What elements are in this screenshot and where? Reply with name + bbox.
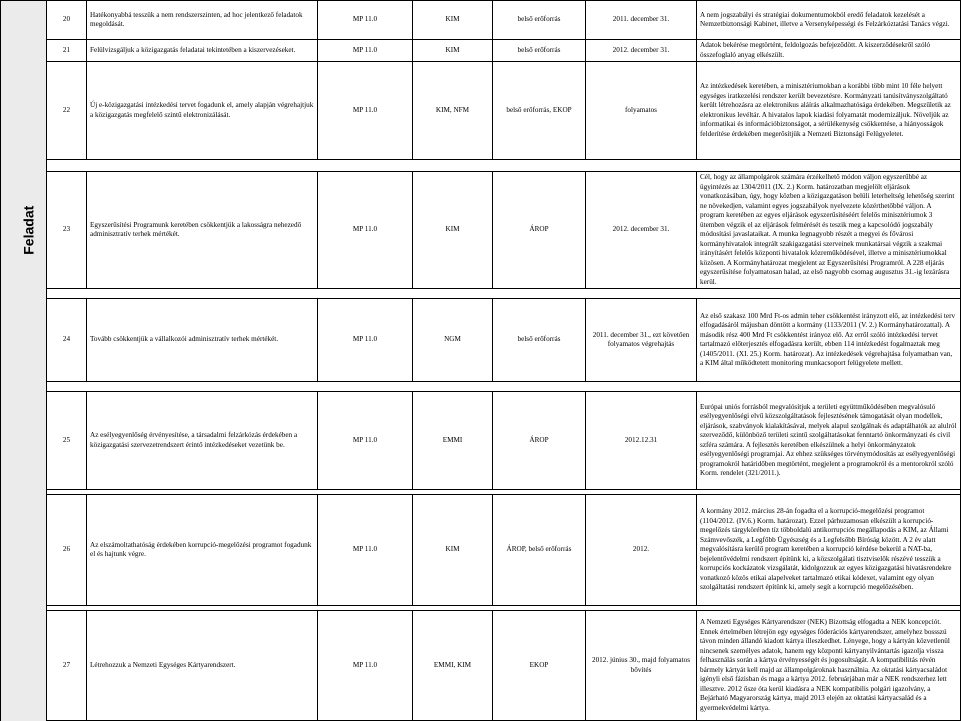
- plan-cell: MP 11.0: [318, 495, 413, 606]
- plan-cell: MP 11.0: [318, 1, 413, 40]
- deadline-cell: 2011. december 31.: [586, 1, 697, 40]
- deadline-cell: 2011. december 31., ezt követően folyamatos végrehajtás: [586, 299, 697, 382]
- plan-cell: MP 11.0: [318, 172, 413, 289]
- deadline-cell: 2012. december 31.: [586, 172, 697, 289]
- table-row: [1, 392, 961, 490]
- deadline-cell: 2012.12.31: [586, 392, 697, 490]
- source-cell: belső erőforrás, EKOP: [493, 62, 586, 160]
- responsible-cell: NGM: [413, 299, 493, 382]
- responsible-cell: KIM: [413, 495, 493, 606]
- task-cell: Hatékonyabbá tesszük a nem rendszerszinten, ad hoc jelentkező feladatok megoldását.: [87, 1, 318, 40]
- result-cell: A nem jogszabályi és stratégiai dokumentumokból eredő feladatok kezelését a Nemzetbiztonsági Kabinet, illetve a Versenyképességi és Felzárkóztatási Tanács végzi.: [697, 1, 961, 40]
- row-number: 22: [47, 62, 87, 160]
- spacer-row: [1, 382, 961, 392]
- row-number: 20: [47, 1, 87, 40]
- responsible-cell: EMMI: [413, 392, 493, 490]
- plan-cell: MP 11.0: [318, 62, 413, 160]
- task-cell: Létrehozzuk a Nemzeti Egységes Kártyarendszert.: [87, 611, 318, 721]
- source-cell: ÁROP: [493, 392, 586, 490]
- table-row: [1, 62, 961, 160]
- plan-cell: MP 11.0: [318, 40, 413, 62]
- plan-cell: MP 11.0: [318, 392, 413, 490]
- source-cell: ÁROP, belső erőforrás: [493, 495, 586, 606]
- task-cell: Az esélyegyenlőség érvényesítése, a társadalmi felzárkózás érdekében a közigazgatási szervezetrendszert érintő intézkedéseket vezetünk be.: [87, 392, 318, 490]
- result-cell: Cél, hogy az állampolgárok számára érzékelhető módon váljon egyszerűbbé az ügyintézés az 1304/2011 (IX. 2.) Korm. határozatban megjelölt eljárások vonatkozásában, úgy, hogy közben a közigazgatáson belüli leterheltség lehetőség szerint ne növekedjen, valamint egyes jogszabályok nyelvezete közérthetőbbé váljon. A program keretében az egyes eljárások egyszerűsítéséért felelős minisztériumok 3 ütemben végzik el az eljárások felmérését és teszik meg a kapcsolódó jogszabály módosítási javaslataikat. A munka legnagyobb részét a megyei és fővárosi kormányhivatalok integrált szakigazgatási szerveinek munkatársai végzik a szakmai irányításért felelős központi hivatalok közreműködésével, illetve a minisztériumokkal közösen. A Kormányhatározat megjelent az Egyszerűsítési Programról. A 228 eljárás egyszerűsítése folyamatosan halad, az első nagyobb csomag augusztus 31.-ig lezárásra kerül.: [697, 172, 961, 289]
- responsible-cell: KIM: [413, 1, 493, 40]
- result-cell: Az első szakasz 100 Mrd Ft-os admin teher csökkentést irányzott elő, az intézkedési terv elfogadásáról májusban döntött a kormány (1133/2011 (V. 2.) Kormányhatározattal). A második rész 400 Mrd Ft csökkentést irányoz elő. Az erről szóló intézkedési tervet tartalmazó előterjesztés elfogadásra került, ebben 114 intézkedést fogalmaztak meg (1405/2011. (XI. 25.) Korm. határozat). Az intézkedések végrehajtása folyamatban van, a KIM által működtetett monitoring munkacsoport felügyelete mellett.: [697, 299, 961, 382]
- task-cell: Új e-közigazgatási intézkedési tervet fogadunk el, amely alapján végrehajtjuk a közigazgatás megfelelő szintű elektronizálását.: [87, 62, 318, 160]
- task-cell: Az elszámoltathatóság érdekében korrupció-megelőzési programot fogadunk el és hajtunk végre.: [87, 495, 318, 606]
- row-number: 26: [47, 495, 87, 606]
- table-row: [1, 495, 961, 606]
- source-cell: ÁROP: [493, 172, 586, 289]
- spacer-row: [1, 289, 961, 299]
- responsible-cell: KIM, NFM: [413, 62, 493, 160]
- source-cell: EKOP: [493, 611, 586, 721]
- spacer-row: [1, 160, 961, 172]
- source-cell: belső erőforrás: [493, 1, 586, 40]
- result-cell: Európai uniós forrásból megvalósítjuk a területi együttműködésében megvalósuló esélyegyenlőségi elvű közszolgáltatások fejlesztésének támogatását olyan modellek, eljárások, szabványok kialakításával, melyek alapul szolgálnak és adaptálhatók az alulról szerveződő, különböző területi szintű szolgáltatásokat fenntartó önkormányzati és civil szféra számára. A fejlesztés keretében elkészülnek a helyi önkormányzatok esélyegyenlőségi programjai. Az ehhez szükséges törvénymódosítás az esélyegyenlőségi programokról határidőben megtörtént, megjelent a programokról és a mentorokról szóló Korm. rendelet (321/2011.).: [697, 392, 961, 490]
- task-cell: Tovább csökkentjük a vállalkozói adminisztratív terhek mértékét.: [87, 299, 318, 382]
- row-number: 25: [47, 392, 87, 490]
- deadline-cell: 2012. december 31.: [586, 40, 697, 62]
- result-cell: Adatok bekérése megtörtént, feldolgozás befejeződött. A kiszerződésekről szóló összefoglaló anyag elkészült.: [697, 40, 961, 62]
- responsible-cell: KIM: [413, 40, 493, 62]
- table-row: [1, 1, 961, 40]
- responsible-cell: EMMI, KIM: [413, 611, 493, 721]
- source-cell: belső erőforrás: [493, 299, 586, 382]
- deadline-cell: folyamatos: [586, 62, 697, 160]
- plan-cell: MP 11.0: [318, 611, 413, 721]
- task-cell: Egyszerűsítési Programunk keretében csökkentjük a lakosságra nehezedő adminisztratív terhek mértékét.: [87, 172, 318, 289]
- responsible-cell: KIM: [413, 172, 493, 289]
- row-number: 21: [47, 40, 87, 62]
- result-cell: Az intézkedések keretében, a minisztériumokban a korábbi több mint 10 féle helyett egységes iratkezelési rendszer került bevezetésre. Kormányzati tanúsítványszolgáltató került létrehozásra az elektronikus aláírás alkalmazhatósága érdekében. Megszűletik az elektronikus levéltár. A hivatalos lapok kiadási folyamatát modernizáljuk. Növeljük az informatikai és információbiztonságot, a sérülékenység csökkentése, a hiányosságok felderítése érdekében megerősítjük a Nemzeti Biztonsági Felügyeletet.: [697, 62, 961, 160]
- result-cell: A kormány 2012. március 28-án fogadta el a korrupció-megelőzési programot (1104/2012. (IV.6.) Korm. határozat). Ezzel párhuzamosan elkészült a korrupció-megelőzés tárgykörében tíz többoldalú antikorrupciós megállapodás a KIM, az Állami Számvevőszék, a Legfőbb Ügyészség és a Legfelsőbb Bíróság között. A 2 év alatt megvalósításra kerülő program keretében a korrupció kérdése bekerül a NAT-ba, bejelentővédelmi rendszert építünk ki, a közszolgálati tisztviselők részévé tesszük a korrupciós kockázatok vizsgálatát, kidolgozzuk az egyes közigazgatási hivatásrendekre vonatkozó közös etikai alapelveket tartalmazó etikai kódexet, valamint egy olyan szolgáltatási rendszert építünk ki, amely segít a korrupció megelőzésében.: [697, 495, 961, 606]
- table-row: [1, 40, 961, 62]
- table-row: [1, 611, 961, 721]
- row-number: 23: [47, 172, 87, 289]
- row-number: 24: [47, 299, 87, 382]
- table-row: [1, 172, 961, 289]
- result-cell: A Nemzeti Egységes Kártyarendszer (NEK) Bizottság elfogadta a NEK koncepciót. Ennek értelmében létrejön egy egységes föderációs kártyarendszer, amelyhez bossszú távon minden állandó kiadott kártya illeszkedhet. Lényege, hogy a kártyán közvetlenül nincsenek személyes adatok, hanem egy központi kártyanyilvántartás igazolja vissza felhasználás során a kártya érvényességét és jogosultságát. A kompatibilitás révén bármely kártyát kell majd az állampolgároknak használnia. Az oktatási kártyacsaládot igényli első fázisban és maga a kártya 2012. februárjában már a NEK rendszerhez lett illesztve. 2012 ősze óta kerül kiadásra a NEK kompatibilis polgári igazolvány, a Bejárható Magyarország kártya, majd 2013 elején az oktatási kártyacsalád és a gyermekvédelmi kártya.: [697, 611, 961, 721]
- source-cell: belső erőforrás: [493, 40, 586, 62]
- section-label: Feladat: [20, 205, 37, 255]
- deadline-cell: 2012.: [586, 495, 697, 606]
- task-cell: Felülvizsgáljuk a közigazgatás feladatai tekintetében a kiszervezéseket.: [87, 40, 318, 62]
- row-number: 27: [47, 611, 87, 721]
- deadline-cell: 2012. június 30., majd folyamatos bővítés: [586, 611, 697, 721]
- table-row: [1, 299, 961, 382]
- plan-cell: MP 11.0: [318, 299, 413, 382]
